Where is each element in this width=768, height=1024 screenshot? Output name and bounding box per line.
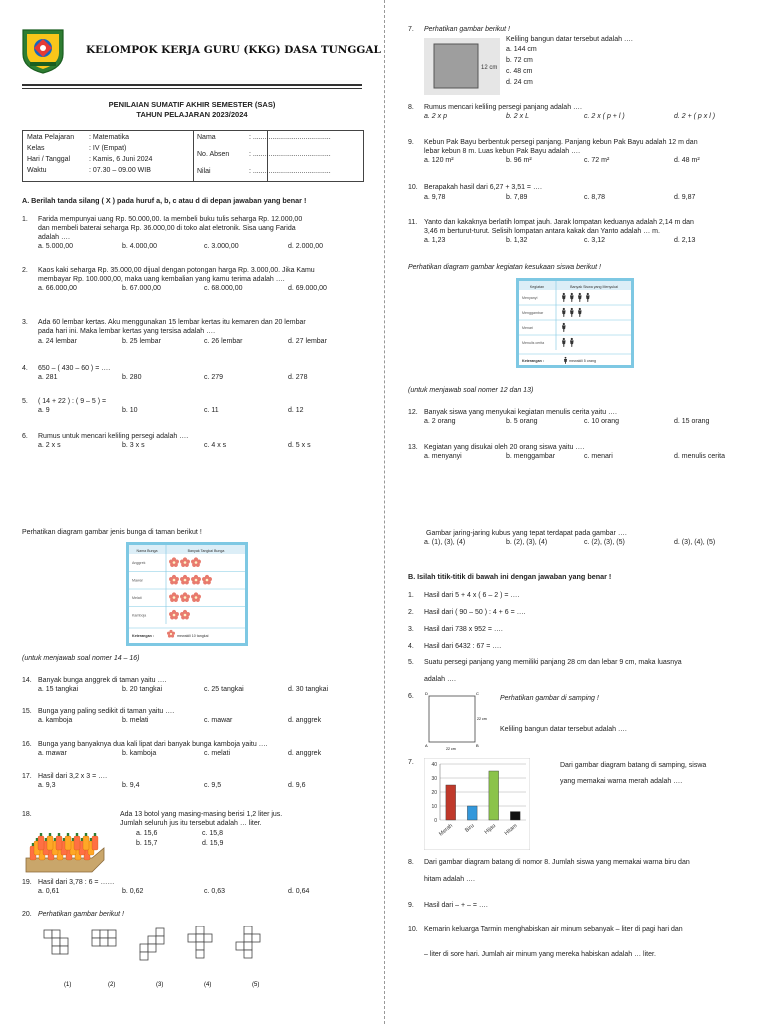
q7-option-b[interactable]: b. 72 cm: [506, 57, 533, 64]
net-square: [100, 938, 108, 946]
page-bottom-right: Gambar jaring-jaring kubus yang tepat terdapat pada gambar …. a. (1), (3), (4) b. (2), (3), (4) c. (2), (3), (5) d. (3), (4), (5) B. Isilah titik-titik di bawah ini dengan jawaban yang benar ! 1. Hasil dari 5 + 4 x ( 6 – 2 ) = …. 2. Hasil dari ( 90 – 50 ) : 4 + 6 = …. 3. Hasil dari 738 x 952 = …. 4. Hasil dari 6432 : 67 = …. 5. Suatu persegi panjang yang memiliki panjang 28 cm dan lebar 9 cm, maka luasnya adalah …. 6. D C A B 22 cm 22 cm Perhatikan gambar di samping ! Keliling bangun datar tersebut adalah …. 7. 0 10 20 30 40 Merah Biru Hijau Hitam Dari gambar diagram batang di samping, siswa yang memakai warna merah adalah …. 8. Dari gambar diagram batang di nomor 8. Jumlah siswa yang memakai warna biru dan hitam adalah …. 9. Hasil dari ‒ + ‒ = …. 10. Kemarin keluarga Tarmin menghabiskan air minum sebanyak ‒ liter di pagi hari dan ‒ liter di sore hari. Jumlah air minum yang mereka habiskan adalah … liter.: [408, 530, 716, 958]
juice-bottle: [65, 833, 71, 850]
x-category-label: Biru: [464, 822, 476, 834]
section-a-instruction: A. Berilah tanda silang ( X ) pada huruf a, b, c atau d di depan jawaban yang benar !: [22, 196, 307, 205]
y-tick-label: 10: [431, 804, 437, 810]
page-top-right: 7. Perhatikan gambar berikut ! 12 cm Keliling bangun datar tersebut adalah …. a. 144 cm b. 72 cm c. 48 cm d. 24 cm 8. Rumus mencari keliling persegi panjang adalah …. a. 2 x p b. 2 x L c. 2 x ( p + l ) d. 2 + ( p x l ) 9. Kebun Pak Bayu berbentuk persegi panjang. Panjang kebun Pak Bayu adalah 12 m dan lebar kebun 8 m. Luas kebun Pak Bayu adalah …. a. 120 m² b. 96 m² c. 72 m² d. 48 m² 10. Berapakah hasil dari 6,27 + 3,51 = …. a. 9,78 b. 7,89 c. 8,78 d. 9,87 11. Yanto dan kakaknya berlatih lompat jauh. Jarak lompatan keduanya adalah 2,14 m dan 3,46 m berturut-turut. Selisih lompatan antara kakak dan Yanto adalah … m. a. 1,23 b. 1,32 c. 3,12 d. 2,13 Perhatikan diagram gambar kegiatan kesukaan siswa berikut ! Kegiatan Banyak Siswa yang Menyukai Menyanyi Menggambar Menari Menulis cerita Keterangan : mewakili 5 orang (untuk menjawab soal nomer 12 dan 13) 12. Banyak siswa yang menyukai kegiatan menulis cerita yaitu …. a. 2 orang b. 5 orang c. 10 orang d. 15 orang 13. Kegiatan yang disukai oleh 20 orang siswa yaitu …. a. menyanyi b. menggambar c. menari d. menulis cerita: [408, 26, 725, 460]
diagram-flower-note: (untuk menjawab soal nomer 14 – 16): [22, 655, 140, 662]
y-tick-label: 30: [431, 776, 437, 782]
vertex-c: C: [476, 691, 479, 696]
flower-col1-header: Nama Bunga: [136, 549, 158, 553]
net-label-1: (1): [64, 982, 72, 988]
juice-bottle: [47, 833, 53, 850]
net-square: [252, 934, 260, 942]
net-square: [196, 934, 204, 942]
question-7-prompt: Keliling bangun datar tersebut adalah ….: [506, 36, 633, 43]
exam-title: PENILAIAN SUMATIF AKHIR SEMESTER (SAS): [108, 100, 276, 109]
q7-option-c[interactable]: c. 48 cm: [506, 68, 533, 75]
activity-col2-header: Banyak Siswa yang Menyukai: [570, 285, 618, 289]
q18-option-d[interactable]: d. 15,9: [202, 840, 224, 847]
bar-biru: [467, 806, 477, 820]
y-tick-label: 20: [431, 790, 437, 796]
net-square: [140, 952, 148, 960]
juice-bottle: [56, 833, 62, 850]
diagram-flower-intro: Perhatikan diagram gambar jenis bunga di taman berikut !: [22, 529, 202, 536]
header-title: KELOMPOK KERJA GURU (KKG) DASA TUNGGAL: [86, 44, 381, 56]
diagram-activity-note: (untuk menjawab soal nomer 12 dan 13): [408, 387, 534, 394]
activity-row-label: Menulis cerita: [522, 341, 545, 345]
net-label-3: (3): [156, 982, 164, 988]
activity-pictogram: [516, 278, 634, 368]
net-square: [60, 938, 68, 946]
net-label-4: (4): [204, 982, 212, 988]
net-square: [244, 942, 252, 950]
hari-value: : Kamis, 6 Juni 2024: [89, 156, 153, 163]
net-square: [108, 930, 116, 938]
waktu-value: : 07.30 – 09.00 WIB: [89, 167, 151, 174]
net-square: [52, 946, 60, 954]
net-label-2: (2): [108, 982, 116, 988]
bar-hitam: [510, 812, 520, 820]
activity-legend-text: mewakili 5 orang: [569, 359, 596, 363]
vertex-b: B: [476, 743, 479, 748]
net-square: [196, 926, 204, 934]
nilai-field[interactable]: : ........................................: [249, 168, 331, 175]
vertex-a: A: [425, 743, 428, 748]
absen-field[interactable]: : ........................................: [249, 151, 331, 158]
net-square: [196, 942, 204, 950]
net-square: [148, 944, 156, 952]
bar-merah: [446, 785, 456, 820]
net-square: [156, 928, 164, 936]
net-square: [60, 946, 68, 954]
activity-row-label: Menyanyi: [522, 296, 538, 300]
question-20-continued: Gambar jaring-jaring kubus yang tepat terdapat pada gambar ….: [426, 530, 627, 537]
net-square: [92, 930, 100, 938]
net-label-5: (5): [252, 982, 260, 988]
section-b-instruction: B. Isilah titik-titik di bawah ini dengan jawaban yang benar !: [408, 572, 612, 581]
page-bottom-left: Perhatikan diagram gambar jenis bunga di taman berikut ! Nama Bunga Banyak Tangkai Bunga Anggrek Mawar Melati Kamboja Keterangan : mewakili 10 tangkai (untuk menjawab soal nomer 14 – 16) 14. Banyak bunga anggrek di taman yaitu …. a. 15 tangkai b. 20 tangkai c. 25 tangkai d. 30 tangkai 15. Bunga yang paling sedikit di taman yaitu …. a. kamboja b. melati c. mawar d. anggrek 16. Bunga yang banyaknya dua kali lipat dari banyak bunga kamboja yaitu …. a. mawar b. kamboja c. melati d. anggrek 17. Hasil dari 3,2 x 3 = …. a. 9,3 b. 9,4 c. 9,5 d. 9,6 18. Ada 13 botol yang masing-masing berisi 1,2 liter jus. Jumlah seluruh jus itu tersebut adalah … liter. a. 15,6 c. 15,8 b. 15,7 d. 15,9 19. Hasil dari 3,78 : 6 = …… a. 0,61 b. 0,62 c. 0,63 d. 0,64 20. Perhatikan gambar berikut ! (1) (2) (3) (4) (5): [22, 529, 329, 988]
student-info-box: [22, 130, 364, 182]
exam-year: TAHUN PELAJARAN 2023/2024: [136, 110, 248, 119]
kelas-label: Kelas: [27, 145, 45, 152]
net-square: [244, 926, 252, 934]
header-rule-thick: [22, 84, 362, 86]
net-square: [196, 950, 204, 958]
flower-row-label: Mawar: [132, 578, 143, 583]
question-18-number: 18.: [22, 811, 32, 818]
juice-bottles-crate: [22, 818, 108, 878]
kkg-logo-emblem: [20, 26, 66, 74]
mapel-label: Mata Pelajaran: [27, 134, 75, 141]
net-square: [204, 934, 212, 942]
waktu-label: Waktu: [27, 167, 47, 174]
flower-legend-label: Keterangan :: [132, 634, 154, 638]
bar-hijau: [489, 771, 499, 820]
juice-bottle: [83, 833, 89, 850]
q18-option-c[interactable]: c. 15,8: [202, 830, 224, 837]
absen-label: No. Absen: [197, 151, 230, 158]
juice-bottle: [74, 833, 80, 850]
nama-field[interactable]: : ........................................: [249, 134, 331, 141]
color-bar-chart: [424, 758, 530, 850]
square-abcd-figure: [424, 690, 490, 754]
q18-option-a[interactable]: a. 15,6: [136, 830, 158, 837]
x-category-label: Hitam: [503, 822, 519, 837]
flower-pictogram: [126, 542, 248, 646]
page-top-left: KELOMPOK KERJA GURU (KKG) DASA TUNGGAL PENILAIAN SUMATIF AKHIR SEMESTER (SAS) TAHUN PELAJARAN 2023/2024 Mata Pelajaran : Matematika Kelas : IV (Empat) Hari / Tanggal : Kamis, 6 Juni 2024 Waktu : 07.30 – 09.00 WIB Nama : ........................................ No. Absen : ........................................ Nilai : ........................................ A. Berilah tanda silang ( X ) pada huruf a, b, c atau d di depan jawaban yang benar ! 1. Farida mempunyai uang Rp. 50.000,00. Ia membeli buku tulis seharga Rp. 12.000,00 dan membeli baterai seharga Rp. 36.000,00 di toko alat eletronik. Sisa uang Farida adalah …. a. 5.000,00 b. 4.000,00 c. 3.000,00 d. 2.000,00 2. Kaos kaki seharga Rp. 35.000,00 dijual dengan potongan harga Rp. 3.000,00. Jika Kamu membayar Rp. 100.000,00, maka uang kembalian yang kamu terima adalah …. a. 66.000,00 b. 67.000,00 c. 68.000,00 d. 69.000,00 3. Ada 60 lembar kertas. Aku menggunakan 15 lembar kertas itu kemaren dan 20 lembar pada hari ini. Maka lembar kertas yang tersisa adalah …. a. 24 lembar b. 25 lembar c. 26 lembar d. 27 lembar 4. 650 – ( 430 – 60 ) = …. a. 281 b. 280 c. 279 d. 278 5. ( 14 + 22 ) : ( 9 – 5 ) = a. 9 b. 10 c. 11 d. 12 6. Rumus untuk mencari keliling persegi adalah …. a. 2 x s b. 3 x s c. 4 x s d. 5 x s: [0, 0, 384, 512]
juice-bottle: [38, 833, 44, 850]
q18-option-b[interactable]: b. 15,7: [136, 840, 158, 847]
nama-label: Nama: [197, 134, 216, 141]
square-side-label: 22 cm: [477, 717, 487, 721]
net-square: [92, 938, 100, 946]
net-square: [156, 936, 164, 944]
header-rule-thin: [22, 88, 362, 89]
q7-option-a[interactable]: a. 144 cm: [506, 46, 537, 53]
nilai-label: Nilai: [197, 168, 211, 175]
flower-row-label: Anggrek: [132, 561, 146, 565]
net-square: [100, 930, 108, 938]
y-tick-label: 0: [434, 818, 437, 824]
net-square: [140, 944, 148, 952]
vertex-d: D: [425, 691, 428, 696]
net-square: [108, 938, 116, 946]
fill-question-6-line1: Perhatikan gambar di samping !: [500, 695, 599, 702]
net-square: [188, 934, 196, 942]
hari-label: Hari / Tanggal: [27, 156, 71, 163]
net-square: [52, 938, 60, 946]
net-square: [44, 930, 52, 938]
y-tick-label: 40: [431, 762, 437, 768]
flower-legend-text: mewakili 10 tangkai: [177, 634, 209, 638]
square-dimension-label: 12 cm: [481, 65, 498, 71]
question-18-line1: Ada 13 botol yang masing-masing berisi 1,2 liter jus.: [120, 811, 283, 818]
q7-option-d[interactable]: d. 24 cm: [506, 79, 533, 86]
x-category-label: Hijau: [483, 822, 498, 836]
square-bottom-label: 22 cm: [446, 747, 456, 751]
net-square: [52, 930, 60, 938]
flower-col2-header: Banyak Tangkai Bunga: [187, 549, 225, 553]
activity-col1-header: Kegiatan: [529, 285, 545, 289]
net-square: [148, 936, 156, 944]
fill-question-7-line2: yang memakai warna merah adalah ….: [560, 778, 683, 785]
activity-legend-label: Keterangan :: [522, 359, 544, 363]
kelas-value: : IV (Empat): [89, 145, 127, 152]
diagram-activity-intro: Perhatikan diagram gambar kegiatan kesukaan siswa berikut !: [408, 264, 601, 271]
square-figure: [424, 38, 500, 95]
net-square: [236, 942, 244, 950]
flower-row-label: Melati: [132, 596, 142, 600]
juice-bottle: [92, 833, 98, 850]
activity-row-label: Menggambar: [522, 311, 544, 315]
fill-question-7-number: 7.: [408, 759, 414, 766]
activity-row-label: Menari: [522, 326, 533, 330]
net-square: [244, 950, 252, 958]
flower-row-label: Kamboja: [132, 613, 147, 618]
fill-question-6-number: 6.: [408, 693, 414, 700]
fill-question-7-line1: Dari gambar diagram batang di samping, siswa: [560, 762, 707, 769]
cube-nets: [36, 926, 276, 988]
x-category-label: Merah: [438, 822, 455, 838]
question-18-line2: Jumlah seluruh jus itu tersebut adalah … liter.: [120, 820, 262, 827]
mapel-value: : Matematika: [89, 134, 130, 141]
fill-question-6-line2: Keliling bangun datar tersebut adalah ….: [500, 726, 627, 733]
net-square: [244, 934, 252, 942]
